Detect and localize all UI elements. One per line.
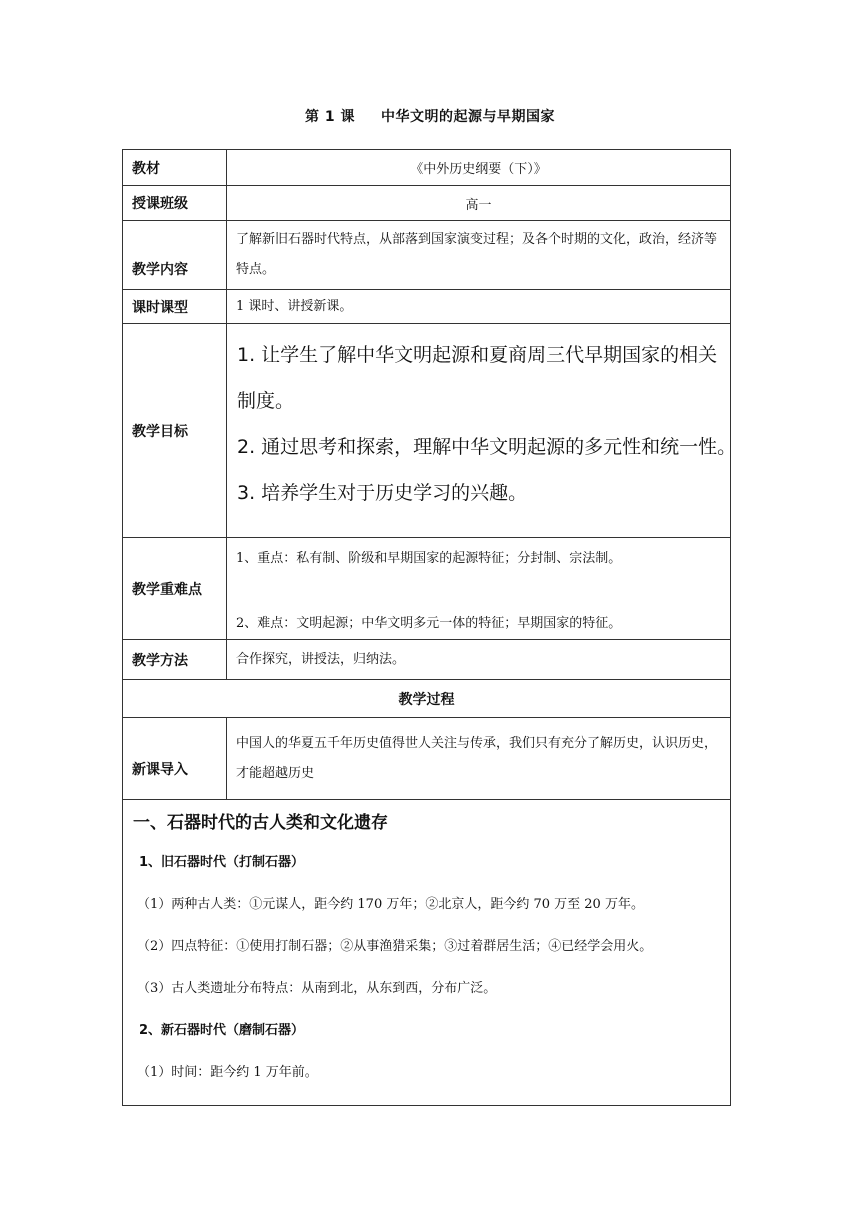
value-content: 了解新旧石器时代特点，从部落到国家演变过程；及各个时期的文化，政治，经济等特点。 <box>227 221 731 290</box>
lesson-number: 第 1 课 <box>305 109 355 125</box>
goal-2: 2. 通过思考和探索，理解中华文明起源的多元性和统一性。 <box>237 436 737 458</box>
row-type <box>123 290 731 324</box>
row-intro <box>123 718 731 800</box>
row-textbook <box>123 150 731 186</box>
subheading-paleolithic: 1、旧石器时代（打制石器） <box>139 855 305 870</box>
page-title <box>0 106 860 126</box>
paragraph-time: （1）时间：距今约 1 万年前。 <box>137 1065 318 1080</box>
goal-1-cont: 制度。 <box>237 390 295 412</box>
key-point: 1、重点：私有制、阶级和早期国家的起源特征；分封制、宗法制。 <box>236 550 622 566</box>
paragraph-ancient-humans: （1）两种古人类：①元谋人，距今约 170 万年；②北京人，距今约 70 万至 20 万年。 <box>137 897 644 912</box>
section1-heading: 一、石器时代的古人类和文化遗存 <box>133 813 388 833</box>
row-section1 <box>123 800 731 1106</box>
row-content <box>123 221 731 290</box>
label-intro: 新课导入 <box>123 718 227 800</box>
row-difficulty <box>123 538 731 640</box>
lesson-plan-table <box>122 149 737 1106</box>
paragraph-features: （2）四点特征：①使用打制石器；②从事渔猎采集；③过着群居生活；④已经学会用火。 <box>137 939 653 954</box>
row-goals <box>123 324 731 538</box>
label-class: 授课班级 <box>123 186 227 221</box>
paragraph-distribution: （3）古人类遗址分布特点：从南到北，从东到西，分布广泛。 <box>137 981 497 996</box>
value-method: 合作探究，讲授法，归纳法。 <box>227 640 731 680</box>
label-goals: 教学目标 <box>123 324 227 538</box>
value-difficulty <box>227 538 731 640</box>
subheading-neolithic: 2、新石器时代（磨制石器） <box>139 1023 305 1038</box>
lesson-title: 中华文明的起源与早期国家 <box>381 109 555 125</box>
row-process <box>123 680 731 718</box>
section1-content <box>123 800 731 1106</box>
value-textbook: 《中外历史纲要（下）》 <box>227 150 731 186</box>
label-type: 课时课型 <box>123 290 227 324</box>
goal-3: 3. 培养学生对于历史学习的兴趣。 <box>237 482 528 504</box>
label-difficulty: 教学重难点 <box>123 538 227 640</box>
row-class <box>123 186 731 221</box>
value-class: 高一 <box>227 186 731 221</box>
label-textbook: 教材 <box>123 150 227 186</box>
goal-1: 1. 让学生了解中华文明起源和夏商周三代早期国家的相关 <box>237 344 718 366</box>
section-process-heading: 教学过程 <box>123 680 731 718</box>
value-intro: 中国人的华夏五千年历史值得世人关注与传承，我们只有充分了解历史，认识历史，才能超越历史 <box>227 718 731 800</box>
difficult-point: 2、难点：文明起源；中华文明多元一体的特征；早期国家的特征。 <box>236 615 622 631</box>
value-type: 1 课时、讲授新课。 <box>227 290 731 324</box>
label-content: 教学内容 <box>123 221 227 290</box>
label-method: 教学方法 <box>123 640 227 680</box>
value-goals <box>227 324 737 538</box>
row-method <box>123 640 731 680</box>
